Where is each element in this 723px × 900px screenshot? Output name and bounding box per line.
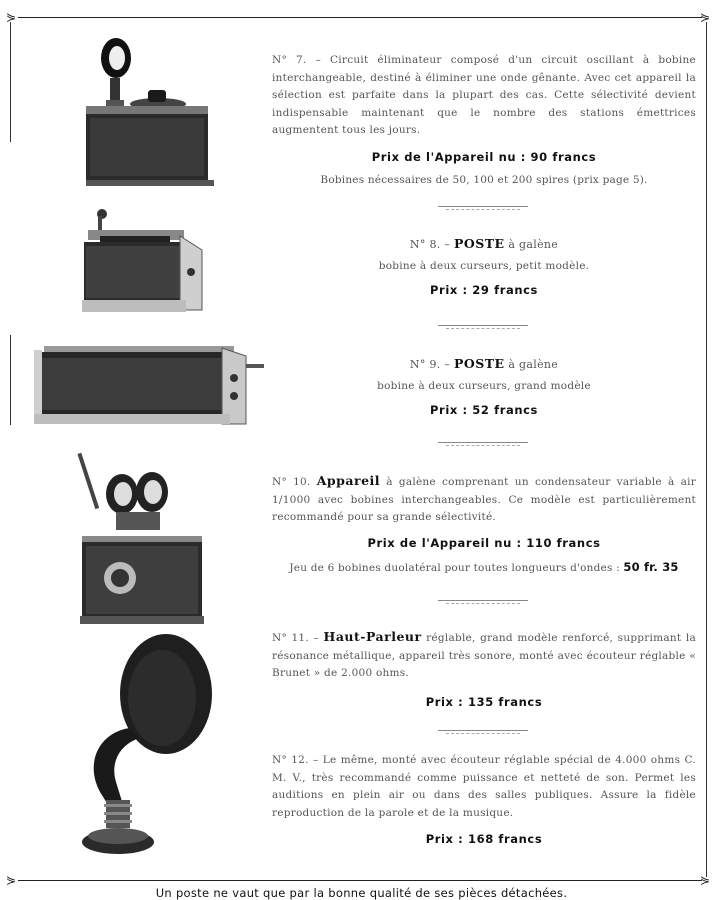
crystal-apparatus-illustration xyxy=(76,450,208,626)
left-border-lower xyxy=(10,335,11,425)
item-10-description-text: à galène comprenant un condensateur variable à air 1/1000 avec bobines interchangeables. Ce modèle est particulièrement recommandé pour sa grande sélectivité. xyxy=(272,476,696,523)
product-item-12 xyxy=(272,752,696,846)
separator-4 xyxy=(438,600,528,604)
item-7-price: Prix de l'Appareil nu : 90 francs xyxy=(371,149,597,164)
item-12-description-text: Le même, monté avec écouteur réglable spécial de 4.000 ohms C. M. V., très recommandé comme puissance et netteté de son. Permet les auditions en plein air ou dans des salles publiques. Assure la fidèle reproduction de la parole et de la musique. xyxy=(272,754,696,819)
small-crystal-set-illustration xyxy=(80,206,206,318)
large-crystal-set-illustration xyxy=(34,340,270,430)
item-11-description xyxy=(272,628,696,683)
item-10-number: N° 10. xyxy=(272,476,311,488)
corner-ornament-tr: ⋟ xyxy=(700,10,711,24)
product-item-8 xyxy=(272,236,696,297)
separator-2 xyxy=(438,325,528,329)
item-10-note xyxy=(272,560,696,574)
corner-ornament-br: ⋟ xyxy=(700,873,711,887)
separator-3 xyxy=(438,442,528,446)
item-11-description-text: réglable, grand modèle renforcé, supprimant la résonance métallique, appareil très sonore, monté avec écouteur réglable « Brunet » de 2.000 ohms. xyxy=(272,632,697,679)
item-12-description xyxy=(272,752,696,822)
item-11-price: Prix : 135 francs xyxy=(425,694,543,709)
item-8-number: N° 8. – xyxy=(409,238,451,251)
corner-ornament-bl: ⋟ xyxy=(6,873,17,887)
page-footer-tagline: Un poste ne vaut que par la bonne qualité de ses pièces détachées. xyxy=(155,886,568,900)
item-12-number: N° 12. – xyxy=(272,754,319,766)
item-9-title-rest: à galène xyxy=(508,358,559,371)
top-border xyxy=(18,17,702,18)
product-item-7 xyxy=(272,52,696,186)
item-11-title-word: Haut-Parleur xyxy=(323,629,422,644)
bottom-border xyxy=(18,880,702,881)
item-9-price: Prix : 52 francs xyxy=(430,402,538,417)
separator-1 xyxy=(438,206,528,210)
item-8-title-word: POSTE xyxy=(453,236,505,251)
item-11-number: N° 11. – xyxy=(272,632,319,644)
item-10-title-word: Appareil xyxy=(316,473,381,488)
product-item-10 xyxy=(272,472,696,574)
item-10-note-text: Jeu de 6 bobines duolatéral pour toutes longueurs d'ondes : xyxy=(289,561,620,574)
corner-ornament-tl: ⋟ xyxy=(6,10,17,24)
item-10-note-price: 50 fr. 35 xyxy=(623,559,679,574)
item-8-title xyxy=(272,236,696,251)
item-8-description: bobine à deux curseurs, petit modèle. xyxy=(378,260,590,272)
item-7-description: N° 7. – Circuit éliminateur composé d'un circuit oscillant à bobine interchangeable, destiné à éliminer une onde gênante. Avec cet appareil la sélection est parfaite dans la plupart des cas. Cette sélectivité devient indispensable maintenant que le nombre des stations émettrices augmentent tous les jours. xyxy=(272,54,696,136)
item-9-number: N° 9. – xyxy=(409,358,451,371)
item-9-description: bobine à deux curseurs, grand modèle xyxy=(377,380,591,392)
right-border xyxy=(706,22,707,877)
item-7-note: Bobines nécessaires de 50, 100 et 200 spires (prix page 5). xyxy=(320,173,648,186)
item-12-price: Prix : 168 francs xyxy=(425,832,543,846)
item-8-price: Prix : 29 francs xyxy=(430,282,538,297)
item-8-title-rest: à galène xyxy=(508,238,559,251)
product-item-9 xyxy=(272,356,696,417)
loudspeaker-illustration xyxy=(70,632,220,860)
item-10-price: Prix de l'Appareil nu : 110 francs xyxy=(367,535,601,550)
item-9-title-word: POSTE xyxy=(453,356,505,371)
left-border xyxy=(10,22,11,142)
separator-5 xyxy=(438,730,528,734)
eliminator-circuit-illustration xyxy=(80,34,220,192)
item-9-title xyxy=(272,356,696,371)
item-10-description xyxy=(272,472,696,527)
product-item-11 xyxy=(272,628,696,709)
